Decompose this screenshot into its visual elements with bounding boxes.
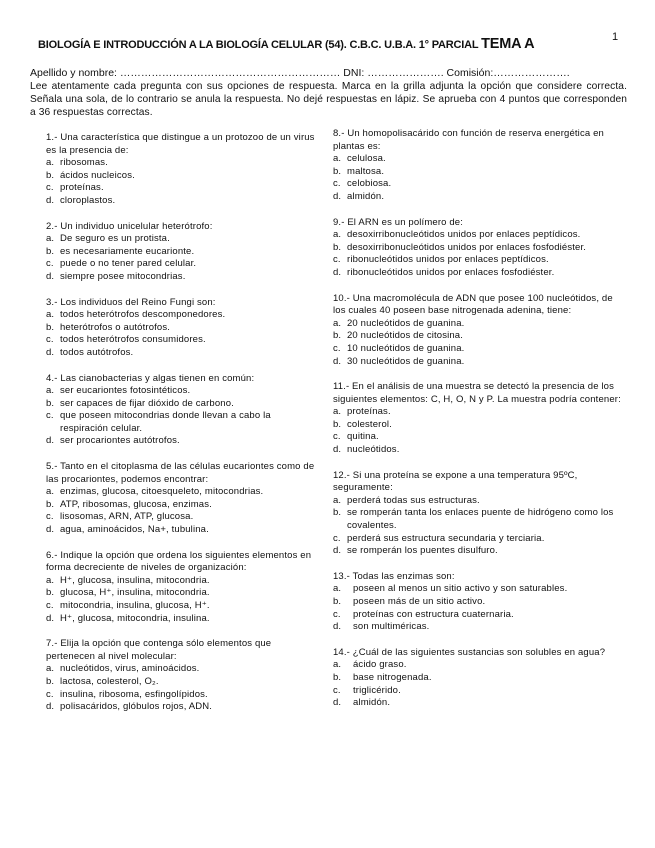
option-letter: c.: [46, 258, 54, 270]
answer-option: [333, 406, 623, 419]
option-letter: b.: [46, 397, 55, 409]
answer-option: [46, 157, 316, 170]
question: [333, 381, 623, 457]
question-text: 9.- El ARN es un polímero de:: [333, 216, 464, 228]
option-text: almidón.: [353, 697, 391, 709]
option-text: almidón.: [347, 190, 385, 202]
right-column: [333, 128, 623, 723]
option-text: ribosomas.: [60, 157, 108, 169]
option-text: todos heterótrofos descomponedores.: [60, 309, 226, 321]
option-letter: b.: [46, 321, 55, 333]
question-text: 4.- Las cianobacterias y algas tienen en común:: [46, 372, 255, 384]
option-letter: c.: [333, 178, 341, 190]
question-text: 7.- Elija la opción que contenga sólo elementos que pertenecen al nivel molecular:: [46, 638, 272, 662]
question-text: 13.- Todas las enzimas son:: [333, 570, 455, 582]
page-number: 1: [612, 31, 619, 43]
option-letter: c.: [333, 342, 341, 354]
question-text: 11.- En el análisis de una muestra se detectó la presencia de los siguientes elementos: C, H, O, N y P. La muestra podría contener:: [333, 381, 621, 405]
option-text: ser eucariontes fotosintéticos.: [60, 385, 191, 397]
option-letter: c.: [333, 608, 341, 620]
option-text: agua, aminoácidos, Na+, tubulina.: [60, 524, 209, 536]
question: [333, 128, 623, 204]
answer-option: [46, 613, 316, 626]
option-letter: b.: [333, 507, 342, 519]
option-letter: d.: [333, 266, 342, 278]
option-text: se romperán los puentes disulfuro.: [347, 545, 498, 557]
option-letter: c.: [46, 511, 54, 523]
answer-option: [333, 153, 623, 166]
option-letter: a.: [46, 574, 55, 586]
option-letter: a.: [333, 153, 342, 165]
answer-option: [46, 511, 316, 524]
answer-option: [333, 191, 623, 204]
answer-option: [46, 271, 316, 284]
option-text: perderá sus estructura secundaria y terciaria.: [347, 532, 545, 544]
option-text: poseen más de un sitio activo.: [353, 596, 486, 607]
option-letter: d.: [46, 435, 55, 447]
answer-option: [46, 435, 316, 448]
answer-option: [333, 609, 623, 622]
option-letter: a.: [46, 385, 55, 397]
answer-option: [333, 267, 623, 280]
option-letter: c.: [46, 688, 54, 700]
option-text: nucleótidos.: [347, 444, 400, 456]
option-text: H⁺, glucosa, insulina, mitocondria.: [60, 574, 210, 586]
question-text: 12.- Si una proteína se expone a una temperatura 95ºC, seguramente:: [333, 469, 578, 494]
answer-option: [46, 258, 316, 271]
option-text: ribonucleótidos unidos por enlaces fosfodiéster.: [347, 266, 555, 278]
option-text: 10 nucleótidos de guanina.: [347, 342, 465, 354]
exam-title-text: BIOLOGÍA E INTRODUCCIÓN A LA BIOLOGÍA CELULAR (54). C.B.C. U.B.A. 1° PARCIAL: [38, 39, 479, 51]
question-text: 1.- Una característica que distingue a un protozoo de un virus es la presencia de:: [46, 132, 315, 156]
answer-option: [46, 575, 316, 588]
option-text: cloroplastos.: [60, 194, 116, 206]
option-text: ser capaces de fijar dióxido de carbono.: [60, 397, 234, 409]
option-letter: b.: [333, 418, 342, 430]
option-letter: b.: [46, 675, 55, 687]
option-letter: d.: [333, 190, 342, 202]
question: [46, 132, 316, 208]
student-fields: Apellido y nombre: ……………………………………………………… DNI: …………………. Comisión:………………….: [30, 67, 570, 79]
answer-option: [46, 663, 316, 676]
option-text: desoxirribonucleótidos unidos por enlaces fosfodiéster.: [347, 241, 587, 253]
option-text: ácidos nucleicos.: [60, 169, 135, 181]
option-text: heterótrofos o autótrofos.: [60, 321, 171, 333]
option-text: todos heterótrofos consumidores.: [60, 334, 206, 346]
option-text: desoxirribonucleótidos unidos por enlaces peptídicos.: [347, 229, 581, 241]
option-letter: d.: [333, 355, 342, 367]
option-letter: c.: [46, 334, 54, 346]
option-letter: c.: [333, 431, 341, 443]
option-letter: b.: [333, 671, 342, 683]
option-text: perderá todas sus estructuras.: [347, 494, 480, 506]
answer-option: [333, 583, 623, 596]
option-letter: c.: [333, 684, 341, 696]
answer-option: [46, 600, 316, 613]
option-text: son multiméricas.: [353, 621, 430, 633]
question: [333, 217, 623, 280]
answer-option: [46, 701, 316, 714]
option-letter: d.: [333, 545, 342, 557]
question: [333, 470, 623, 558]
option-letter: a.: [333, 659, 342, 671]
option-text: 20 nucleótidos de guanina.: [347, 317, 465, 329]
answer-option: [333, 431, 623, 444]
answer-option: [333, 444, 623, 457]
option-text: polisacáridos, glóbulos rojos, ADN.: [60, 701, 213, 713]
answer-option: [333, 356, 623, 369]
option-text: triglicérido.: [353, 684, 401, 696]
option-text: quitina.: [347, 431, 379, 443]
answer-option: [46, 246, 316, 259]
answer-option: [46, 676, 316, 689]
option-text: 30 nucleótidos de guanina.: [347, 355, 465, 367]
answer-option: [333, 229, 623, 242]
option-text: que poseen mitocondrias donde llevan a cabo la respiración celular.: [60, 410, 271, 434]
option-text: base nitrogenada.: [353, 671, 432, 683]
answer-option: [333, 166, 623, 179]
answer-option: [333, 621, 623, 634]
option-letter: d.: [46, 701, 55, 713]
answer-option: [46, 170, 316, 183]
option-letter: b.: [333, 241, 342, 253]
question: [333, 571, 623, 634]
option-text: es necesariamente eucarionte.: [60, 245, 195, 257]
left-column: [46, 132, 316, 727]
option-letter: c.: [46, 600, 54, 611]
answer-option: [333, 178, 623, 191]
option-letter: b.: [333, 330, 342, 342]
question-text: 5.- Tanto en el citoplasma de las células eucariontes como de las procariontes, podemos encontrar:: [46, 461, 315, 485]
question-text: 10.- Una macromolécula de ADN que posee 100 nucleótidos, de los cuales 40 poseen base nitrogenada adenina, tiene:: [333, 292, 613, 317]
exam-tema: TEMA A: [481, 36, 535, 52]
answer-option: [333, 697, 623, 710]
answer-option: [46, 499, 316, 512]
option-text: colesterol.: [347, 418, 392, 430]
option-letter: b.: [46, 498, 55, 510]
option-letter: c.: [46, 410, 54, 422]
option-letter: d.: [46, 194, 55, 206]
option-text: puede o no tener pared celular.: [60, 258, 197, 270]
question: [46, 461, 316, 537]
answer-option: [46, 334, 316, 347]
answer-option: [333, 659, 623, 672]
question-text: 8.- Un homopolisacárido con función de reserva energética en plantas es:: [333, 128, 604, 152]
question: [46, 297, 316, 360]
answer-option: [333, 242, 623, 255]
option-text: siempre posee mitocondrias.: [60, 270, 186, 282]
answer-option: [46, 322, 316, 335]
option-text: celobiosa.: [347, 178, 392, 190]
question-text: 2.- Un individuo unicelular heterótrofo:: [46, 220, 213, 232]
answer-option: [46, 689, 316, 702]
option-letter: a.: [333, 229, 342, 241]
option-letter: d.: [46, 346, 55, 358]
answer-option: [333, 419, 623, 432]
answer-option: [46, 385, 316, 398]
answer-option: [46, 182, 316, 195]
option-letter: b.: [46, 587, 55, 599]
option-text: H⁺, glucosa, mitocondria, insulina.: [60, 612, 210, 624]
option-text: mitocondria, insulina, glucosa, H⁺.: [60, 600, 210, 611]
option-letter: a.: [333, 583, 342, 595]
exam-title: [38, 36, 618, 52]
option-text: proteínas.: [60, 182, 104, 194]
option-letter: d.: [46, 524, 55, 536]
question: [333, 647, 623, 710]
option-text: nucleótidos, virus, aminoácidos.: [60, 663, 200, 675]
answer-option: [333, 533, 623, 546]
answer-option: [333, 507, 623, 532]
answer-option: [46, 486, 316, 499]
option-text: ser procariontes autótrofos.: [60, 435, 180, 447]
answer-option: [333, 254, 623, 267]
option-text: celulosa.: [347, 153, 386, 165]
answer-option: [333, 672, 623, 685]
option-letter: a.: [46, 309, 55, 321]
answer-option: [333, 318, 623, 331]
option-letter: a.: [46, 233, 55, 245]
option-text: enzimas, glucosa, citoesqueleto, mitocondrias.: [60, 486, 264, 498]
question-text: 6.- Indique la opción que ordena los siguientes elementos en forma decreciente de niveles de organización:: [46, 549, 312, 574]
option-text: glucosa, H⁺, insulina, mitocondria.: [60, 587, 210, 599]
option-text: ATP, ribosomas, glucosa, enzimas.: [60, 498, 212, 510]
answer-option: [333, 343, 623, 356]
option-letter: d.: [46, 270, 55, 282]
option-text: ribonucleótidos unidos por enlaces peptídicos.: [347, 254, 549, 266]
answer-option: [333, 495, 623, 508]
option-letter: d.: [46, 612, 55, 624]
question: [46, 373, 316, 449]
option-text: insulina, ribosoma, esfingolípidos.: [60, 688, 208, 700]
option-text: 20 nucleótidos de citosina.: [347, 330, 464, 342]
answer-option: [46, 347, 316, 360]
option-text: lisosomas, ARN, ATP, glucosa.: [60, 511, 194, 523]
option-letter: d.: [333, 444, 342, 456]
option-letter: c.: [333, 254, 341, 266]
option-text: proteínas con estructura cuaternaria.: [353, 608, 514, 620]
option-letter: b.: [333, 596, 342, 607]
answer-option: [46, 587, 316, 600]
option-letter: c.: [46, 182, 54, 194]
option-letter: a.: [46, 663, 55, 675]
option-letter: a.: [333, 494, 342, 506]
option-letter: c.: [333, 532, 341, 544]
answer-option: [333, 330, 623, 343]
option-text: poseen al menos un sitio activo y son saturables.: [353, 583, 568, 595]
answer-option: [46, 309, 316, 322]
option-text: proteínas.: [347, 406, 391, 418]
option-text: De seguro es un protista.: [60, 233, 170, 245]
instructions: Lee atentamente cada pregunta con sus opciones de respuesta. Marca en la grilla adjunta la opción que considere correcta. Señala una sola, de lo contrario se anula la respuesta. No dejé respuestas en lápiz. Se aprueba con 4 puntos que corresponden a 36 respuestas correctas.: [30, 81, 627, 118]
option-letter: b.: [46, 245, 55, 257]
answer-option: [333, 545, 623, 558]
answer-option: [333, 685, 623, 698]
option-text: se romperán tanta los enlaces puente de hidrógeno como los covalentes.: [347, 507, 614, 532]
answer-option: [46, 410, 316, 435]
question-text: 3.- Los individuos del Reino Fungi son:: [46, 296, 216, 308]
option-letter: a.: [46, 157, 55, 169]
option-text: todos autótrofos.: [60, 346, 134, 358]
option-letter: a.: [333, 406, 342, 418]
question-text: 14.- ¿Cuál de las siguientes sustancias son solubles en agua?: [333, 646, 606, 658]
option-letter: d.: [333, 697, 342, 709]
question: [46, 221, 316, 284]
option-letter: d.: [333, 621, 342, 633]
question: [46, 638, 316, 714]
option-text: lactosa, colesterol, O₂.: [60, 675, 159, 687]
answer-option: [46, 195, 316, 208]
question: [46, 550, 316, 626]
option-letter: b.: [46, 169, 55, 181]
option-letter: a.: [333, 317, 342, 329]
option-letter: a.: [46, 486, 55, 498]
question: [333, 293, 623, 369]
answer-option: [46, 524, 316, 537]
answer-option: [333, 596, 623, 609]
option-text: ácido graso.: [353, 659, 407, 671]
answer-option: [46, 233, 316, 246]
option-text: maltosa.: [347, 165, 385, 177]
option-letter: b.: [333, 165, 342, 177]
answer-option: [46, 398, 316, 411]
